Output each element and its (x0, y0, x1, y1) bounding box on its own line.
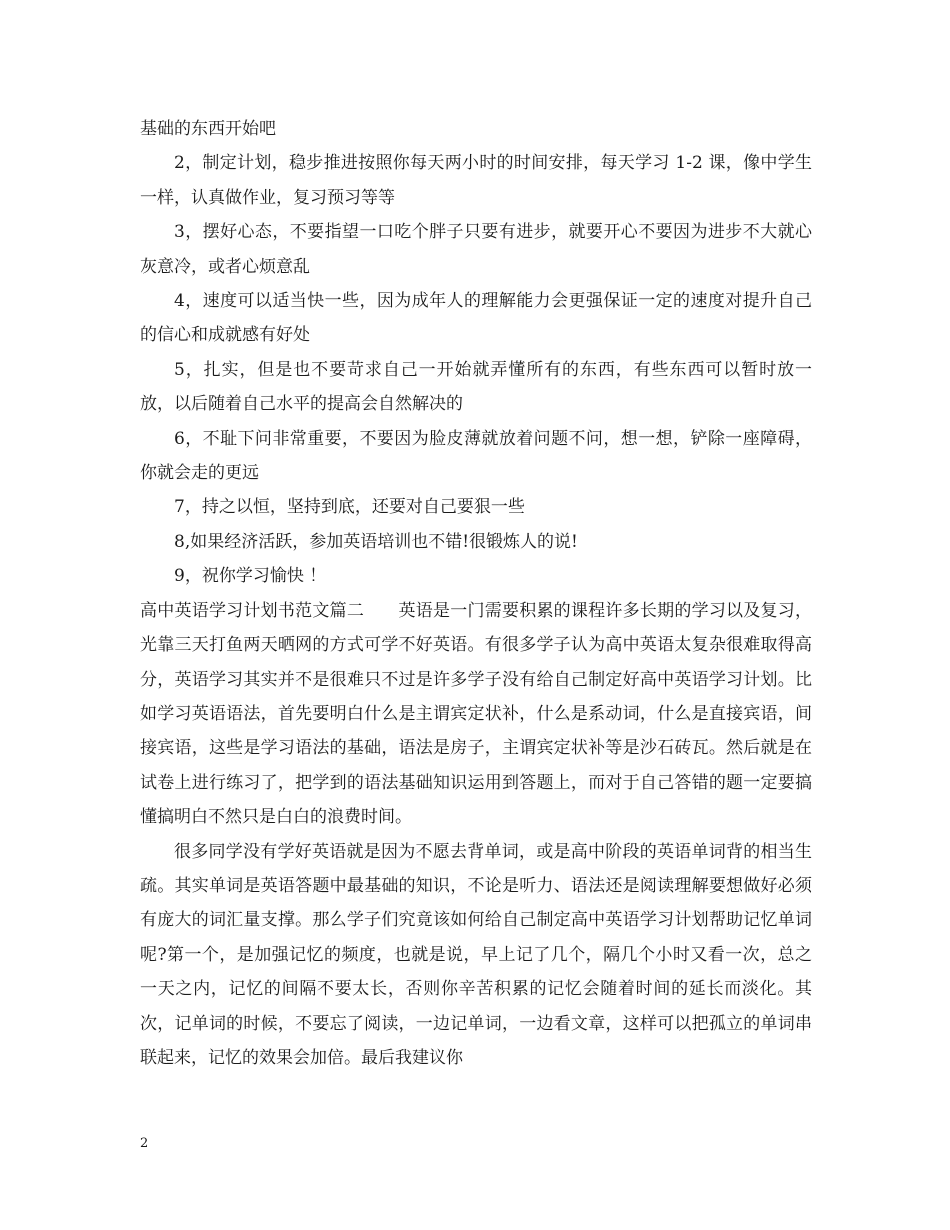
list-item-5: 5，扎实，但是也不要苛求自己一开始就弄懂所有的东西，有些东西可以暂时放一放，以后随着自己水平的提高会自然解决的 (140, 359, 812, 415)
document-body (140, 112, 812, 1075)
list-item-3: 3，摆好心态，不要指望一口吃个胖子只要有进步，就要开心不要因为进步不大就心灰意冷，或者心烦意乱 (140, 222, 812, 277)
list-item-9: 9，祝你学习愉快 ！ (174, 566, 327, 587)
list-item-8: 8,如果经济活跃，参加英语培训也不错!很锻炼人的说! (174, 531, 578, 552)
vocabulary-paragraph: 很多同学没有学好英语就是因为不愿去背单词，或是高中阶段的英语单词背的相当生疏。其实单词是英语答题中最基础的知识，不论是听力、语法还是阅读理解要想做好必须有庞大的词汇量支撑。那么学子们究竟该如何给自己制定高中英语学习计划帮助记忆单词呢?第一个，是加强记忆的频度，也就是说，早上记了几个，隔几个小时又看一次，总之一天之内，记忆的间隔不要太长，否则你辛苦积累的记忆会随着时间的延长而淡化。其次，记单词的时候，不要忘了阅读，一边记单词，一边看文章，这样可以把孤立的单词串联起来，记忆的效果会加倍。最后我建议你 (140, 841, 812, 1068)
section-two-paragraph: 高中英语学习计划书范文篇二 英语是一门需要积累的课程许多长期的学习以及复习，光靠三天打鱼两天晒网的方式可学不好英语。有很多学子认为高中英语太复杂很难取得高分，英语学习其实并不是很难只不过是许多学子没有给自己制定好高中英语学习计划。比如学习英语语法，首先要明白什么是主谓宾定状补，什么是系动词，什么是直接宾语，间接宾语，这些是学习语法的基础，语法是房子，主谓宾定状补等是沙石砖瓦。然后就是在试卷上进行练习了，把学到的语法基础知识运用到答题上，而对于自己答错的题一定要搞懂搞明白不然只是白白的浪费时间。 (140, 600, 812, 828)
continuation-line: 基础的东西开始吧 (140, 119, 276, 139)
page-number: 2 (140, 1136, 149, 1151)
list-item-7: 7，持之以恒，坚持到底，还要对自己要狠一些 (174, 497, 525, 518)
list-item-2: 2，制定计划，稳步推进按照你每天两小时的时间安排，每天学习 1-2 课，像中学生一样，认真做作业，复习预习等等 (140, 153, 812, 208)
list-item-4: 4，速度可以适当快一些，因为成年人的理解能力会更强保证一定的速度对提升自己的信心和成就感有好处 (140, 291, 812, 346)
list-item-6: 6，不耻下问非常重要，不要因为脸皮薄就放着问题不问，想一想，铲除一座障碍，你就会走的更远 (140, 428, 812, 484)
